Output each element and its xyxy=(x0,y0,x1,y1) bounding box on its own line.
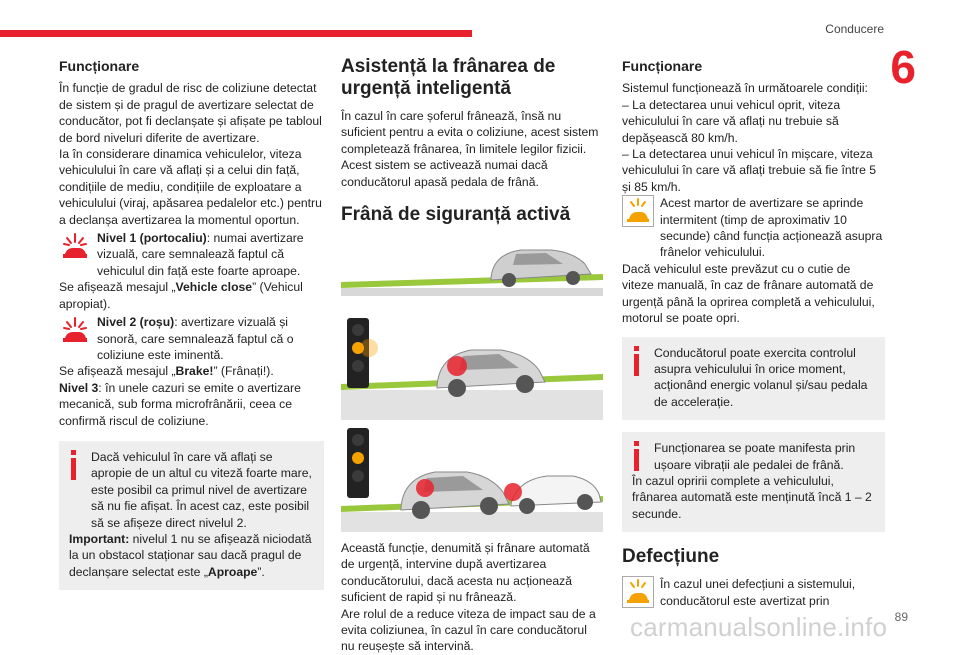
heading-functionare: Funcționare xyxy=(59,58,140,74)
note-stop-text: În cazul opririi complete a vehiculului, frânarea automată este menținută încă 1 – 2 secunde. xyxy=(632,473,872,521)
collision-warning-icon xyxy=(59,230,91,262)
chapter-number: 6 xyxy=(890,41,916,93)
brake-assist-paragraph: În cazul în care șoferul frânează, însă nu suficient pentru a evita o coliziune, acest sistem completează frânarea, în limitele legilor fizicii. Acest sistem se activează numai dacă conducătorul apasă pedala de frână. xyxy=(341,109,599,189)
note-left-important: Important: nivelul 1 nu se afișează niciodată la un obstacol staționar sau dacă pragul de declanșare selectat este „Aproape”. xyxy=(69,531,312,579)
condition-1: – La detectarea unui vehicul oprit, viteza vehiculului în care vă aflați nu trebuie să depășească 80 km/h. xyxy=(622,97,841,145)
column-left xyxy=(59,52,324,590)
info-icon xyxy=(632,346,654,376)
warning-lamp-block xyxy=(622,195,885,261)
intro-paragraph: În funcție de gradul de risc de coliziune detectat de sistem și de pragul de avertizare selectat de conducător, pot fi declanșate și afișate pe tabloul de bord niveluri diferite de avertizare. xyxy=(59,81,322,145)
fault-block xyxy=(622,576,885,610)
collision-warning-icon xyxy=(59,314,91,346)
fault-text: În cazul unei defecțiuni a sistemului, conducătorul este avertizat prin xyxy=(660,577,856,608)
page-number: 89 xyxy=(894,610,908,624)
intro-paragraph-2: Ia în considerare dinamica vehiculelor, viteza vehiculului în care vă aflați și a celui din față, condițiile de mediu, condițiile de exploatare a vehiculului (viraj, apăsarea pedalelor etc.) pentru a declanșa avertizarea la momentul oportun. xyxy=(59,147,322,227)
column-right xyxy=(622,52,885,610)
level1-title: Nivel 1 (portocaliu) xyxy=(97,231,207,246)
aeb-paragraph-2: Are rolul de a reduce viteza de impact sau de a evita coliziunea, în cazul în care conducătorul nu reușește să intervină. xyxy=(341,606,596,654)
heading-functionare-right: Funcționare xyxy=(622,58,703,74)
illustration-car-approach xyxy=(341,234,603,296)
illustration-traffic-light xyxy=(341,304,603,420)
level1-text: : numai avertizare vizuală, care semnalează faptul că vehiculul din față este foarte aproape. xyxy=(97,231,304,278)
section-title: Conducere xyxy=(825,22,884,36)
warning-lamp-text: Acest martor de avertizare se aprinde intermitent (timp de aproximativ 10 secunde) când funcția acționează asupra frânelor vehiculului. xyxy=(660,196,883,260)
illustration-two-cars xyxy=(341,428,603,532)
level3-paragraph: Nivel 3: în unele cazuri se emite o avertizare mecanică, sub forma microfrânării, ceea ce confirmă riscul de coliziune. xyxy=(59,380,301,428)
aeb-paragraph-1: Această funcție, denumită și frânare automată de urgență, intervine după avertizarea conducătorului, dacă acesta nu acționează suficient de rapid și nu frânează. xyxy=(341,541,590,605)
header-accent-bar xyxy=(0,30,472,37)
note-box-left xyxy=(59,441,324,590)
note-box-control xyxy=(622,337,885,421)
level2-text: : avertizare vizuală și sonoră, care semnalează faptul că o coliziune este iminentă. xyxy=(97,315,294,362)
condition-2: – La detectarea unui vehicul în mișcare, viteza vehiculului în care vă aflați trebuie să fie între 5 și 85 km/h. xyxy=(622,147,877,194)
level1-block xyxy=(59,230,324,279)
heading-emergency-brake-assist: Asistență la frânarea de urgență inteligentă xyxy=(341,56,556,99)
note-vibration-text: Funcționarea se poate manifesta prin ușoare vibrații ale pedalei de frână. xyxy=(654,441,856,472)
level2-title: Nivel 2 (roșu) xyxy=(97,315,175,330)
note-left-text: Dacă vehiculul în care vă aflați se apropie de un altul cu viteză foarte mare, este posibil ca primul nivel de avertizare să nu fie afișat. În acest caz, este posibil să se afișeze direct nivelul 2. xyxy=(91,449,312,530)
heading-defectiune: Defecțiune xyxy=(622,546,720,568)
brake-warning-lamp-icon xyxy=(622,576,654,608)
level2-message: Se afișează mesajul „Brake!” (Frânați!). xyxy=(59,364,274,379)
heading-active-safety-brake: Frână de siguranță activă xyxy=(341,204,571,226)
manual-gearbox-paragraph: Dacă vehiculul este prevăzut cu o cutie de viteze manuală, în caz de frânare automată de urgență până la oprirea completă a vehiculului, motorul se poate opri. xyxy=(622,261,875,326)
level3-title: Nivel 3 xyxy=(59,380,99,395)
brake-warning-lamp-icon xyxy=(622,195,654,227)
level1-message: Se afișează mesajul „Vehicle close” (Vehicul apropiat). xyxy=(59,280,303,311)
note-control-text: Conducătorul poate exercita controlul asupra vehiculului în orice moment, acționând energic volanul și/sau pedala de accelerație. xyxy=(654,345,868,409)
conditions-intro: Sistemul funcționează în următoarele condiții: xyxy=(622,81,868,96)
info-icon xyxy=(632,441,654,471)
column-middle xyxy=(341,52,603,655)
watermark-text: carmanualsonline.info xyxy=(630,612,888,642)
info-icon xyxy=(69,450,91,480)
note-box-vibration xyxy=(622,432,885,532)
level2-block xyxy=(59,314,324,363)
